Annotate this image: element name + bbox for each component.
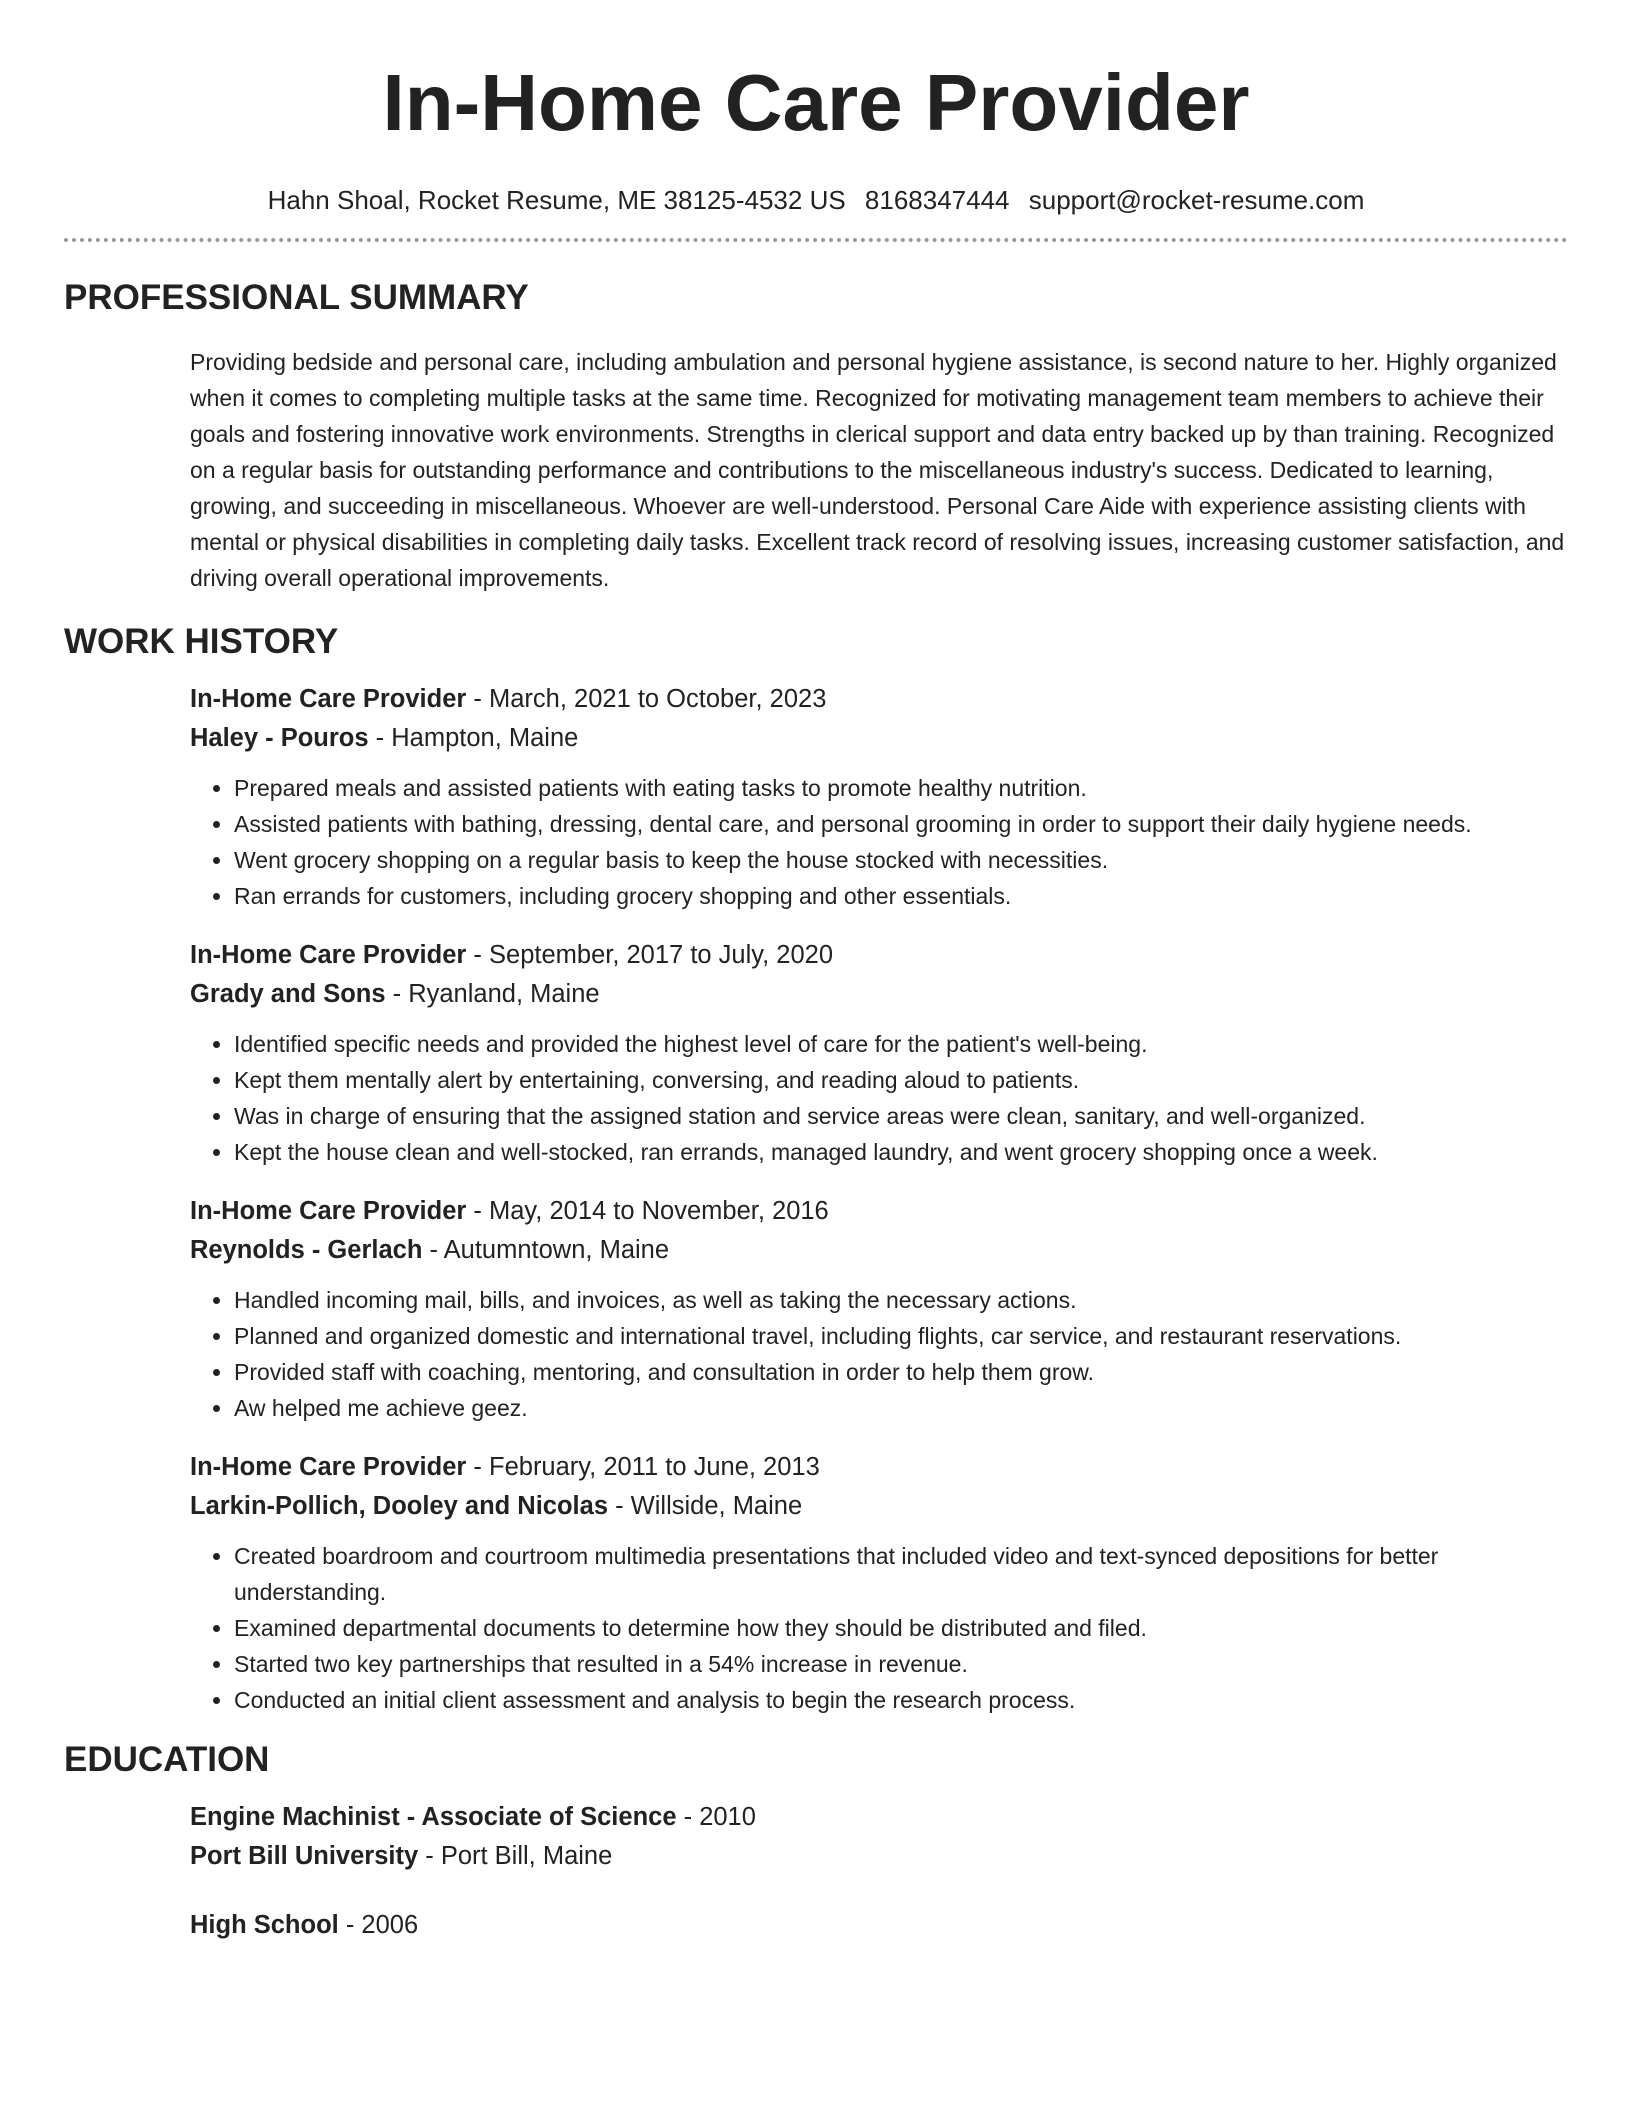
education-list: [190, 1798, 1568, 1945]
contact-phone: 8168347444: [864, 185, 1010, 215]
header-divider: [64, 238, 1568, 242]
job-company-line: [190, 975, 1568, 1014]
summary-heading: PROFESSIONAL SUMMARY: [64, 278, 529, 317]
job-bullet: • Ran errands for customers, including grocery shopping and other essentials.: [234, 878, 1568, 914]
work-history-heading: WORK HISTORY: [64, 622, 339, 661]
job-company-line: [190, 719, 1568, 758]
job-entry: [190, 1192, 1568, 1426]
education-entry: [190, 1798, 1568, 1876]
job-company: Grady and Sons: [190, 980, 386, 1008]
job-bullet: • Aw helped me achieve geez.: [234, 1390, 1568, 1426]
job-entry: [190, 936, 1568, 1170]
job-dates: - May, 2014 to November, 2016: [466, 1197, 829, 1225]
job-bullet: • Examined departmental documents to determine how they should be distributed and filed.: [234, 1610, 1568, 1646]
job-bullets: [190, 770, 1568, 914]
job-dates: - February, 2011 to June, 2013: [466, 1453, 820, 1481]
resume-title: In-Home Care Provider: [382, 58, 1250, 147]
job-company-line: [190, 1487, 1568, 1526]
job-bullet: • Conducted an initial client assessment and analysis to begin the research process.: [234, 1682, 1568, 1718]
education-degree: High School: [190, 1911, 339, 1939]
job-bullet: • Kept the house clean and well-stocked, ran errands, managed laundry, and went grocery shopping once a week.: [234, 1134, 1568, 1170]
job-entry: [190, 680, 1568, 914]
job-company: Reynolds - Gerlach: [190, 1236, 423, 1264]
job-bullet: • Identified specific needs and provided the highest level of care for the patient's well-being.: [234, 1026, 1568, 1062]
education-degree-line: [190, 1906, 1568, 1945]
education-location: - Port Bill, Maine: [418, 1842, 613, 1870]
job-title: In-Home Care Provider: [190, 941, 467, 969]
education-degree-line: [190, 1798, 1568, 1837]
education-degree: Engine Machinist - Associate of Science: [190, 1803, 677, 1831]
education-year: - 2010: [676, 1803, 756, 1831]
job-title-line: [190, 936, 1568, 975]
summary-section: [64, 278, 1568, 596]
job-bullet: • Went grocery shopping on a regular basis to keep the house stocked with necessities.: [234, 842, 1568, 878]
contact-email: support@rocket-resume.com: [1028, 185, 1365, 215]
job-company: Haley - Pouros: [190, 724, 369, 752]
job-location: - Hampton, Maine: [368, 724, 579, 752]
job-location: - Ryanland, Maine: [385, 980, 600, 1008]
job-location: - Autumntown, Maine: [422, 1236, 670, 1264]
job-title-line: [190, 1192, 1568, 1231]
education-school-line: [190, 1837, 1568, 1876]
job-dates: - September, 2017 to July, 2020: [466, 941, 834, 969]
job-company: Larkin-Pollich, Dooley and Nicolas: [190, 1492, 609, 1520]
job-location: - Willside, Maine: [608, 1492, 803, 1520]
education-heading: EDUCATION: [64, 1740, 270, 1779]
job-bullet: • Was in charge of ensuring that the assigned station and service areas were clean, sanitary, and well-organized.: [234, 1098, 1568, 1134]
job-bullet: • Kept them mentally alert by entertaining, conversing, and reading aloud to patients.: [234, 1062, 1568, 1098]
job-title-line: [190, 680, 1568, 719]
job-bullet: • Prepared meals and assisted patients with eating tasks to promote healthy nutrition.: [234, 770, 1568, 806]
summary-text: Providing bedside and personal care, including ambulation and personal hygiene assistance, is second nature to her. Highly organized when it comes to completing multiple tasks at the same time. Recognized for motivating management team members to achieve their goals and fostering innovative work environments. Strengths in clerical support and data entry backed up by than training. Recognized on a regular basis for outstanding performance and contributions to the miscellaneous industry's success. Dedicated to learning, growing, and succeeding in miscellaneous. Whoever are well-understood. Personal Care Aide with experience assisting clients with mental or physical disabilities in completing daily tasks. Excellent track record of resolving issues, increasing customer satisfaction, and driving overall operational improvements.: [190, 349, 1565, 591]
job-bullet: • Created boardroom and courtroom multimedia presentations that included video and text-synced depositions for better understanding.: [234, 1538, 1568, 1610]
education-section: [64, 1740, 1568, 1945]
job-bullets: [190, 1538, 1568, 1718]
job-bullet: • Handled incoming mail, bills, and invoices, as well as taking the necessary actions.: [234, 1282, 1568, 1318]
job-bullets: [190, 1026, 1568, 1170]
job-dates: - March, 2021 to October, 2023: [466, 685, 827, 713]
education-year: - 2006: [338, 1911, 419, 1939]
education-school: Port Bill University: [190, 1842, 419, 1870]
job-list: [190, 680, 1568, 1718]
job-company-line: [190, 1231, 1568, 1270]
work-history-section: [64, 622, 1568, 1718]
contact-address: Hahn Shoal, Rocket Resume, ME 38125-4532 US: [267, 185, 846, 215]
job-bullet: • Planned and organized domestic and international travel, including flights, car service, and restaurant reservations.: [234, 1318, 1568, 1354]
job-title: In-Home Care Provider: [190, 685, 467, 713]
education-entry: [190, 1906, 1568, 1945]
job-title-line: [190, 1448, 1568, 1487]
job-title: In-Home Care Provider: [190, 1453, 467, 1481]
job-title: In-Home Care Provider: [190, 1197, 467, 1225]
job-bullet: • Started two key partnerships that resulted in a 54% increase in revenue.: [234, 1646, 1568, 1682]
job-bullets: [190, 1282, 1568, 1426]
contact-line: [64, 184, 1568, 216]
job-bullet: • Provided staff with coaching, mentoring, and consultation in order to help them grow.: [234, 1354, 1568, 1390]
job-bullet: • Assisted patients with bathing, dressing, dental care, and personal grooming in order to support their daily hygiene needs.: [234, 806, 1568, 842]
job-entry: [190, 1448, 1568, 1718]
